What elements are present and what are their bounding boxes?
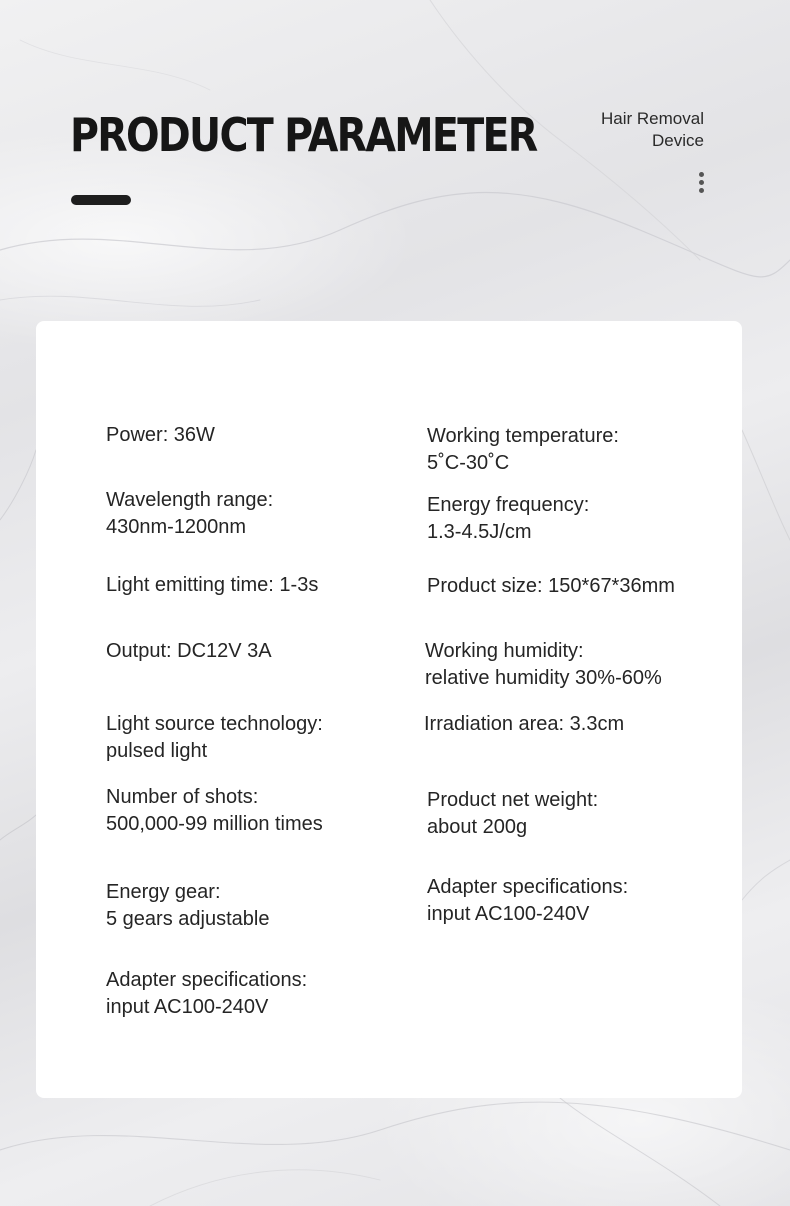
spec-line: Working temperature: xyxy=(427,425,619,447)
spec-line: Adapter specifications: xyxy=(106,969,308,991)
spec-line: Light emitting time: 1-3s xyxy=(106,574,319,596)
spec-line: pulsed light xyxy=(106,740,208,762)
spec-item-irradiation-area xyxy=(424,711,624,738)
spec-line: Number of shots: xyxy=(106,786,259,808)
spec-item-number-of-shots xyxy=(106,784,323,838)
spec-line: Product size: 150*67*36mm xyxy=(427,575,675,597)
spec-line: Irradiation area: 3.3cm xyxy=(424,713,625,735)
spec-line: Adapter specifications: xyxy=(427,876,629,898)
spec-line: Product net weight: xyxy=(427,789,599,811)
spec-line: relative humidity 30%-60% xyxy=(425,667,662,689)
product-subtitle xyxy=(504,108,704,152)
spec-line: input AC100-240V xyxy=(427,903,590,925)
spec-line: Output: DC12V 3A xyxy=(106,640,272,662)
spec-item-working-temperature xyxy=(427,423,619,477)
spec-item-working-humidity xyxy=(425,638,662,692)
spec-item-adapter-left xyxy=(106,967,307,1021)
spec-line: Light source technology: xyxy=(106,713,323,735)
page-title: PRODUCT PARAMETER xyxy=(70,108,537,162)
spec-item-output xyxy=(106,638,272,665)
spec-line: 5 gears adjustable xyxy=(106,908,270,930)
spec-card xyxy=(36,321,742,1098)
spec-item-adapter-right xyxy=(427,874,628,928)
spec-line: Working humidity: xyxy=(425,640,584,662)
title-underline-bar xyxy=(71,195,131,205)
spec-line: Energy frequency: xyxy=(427,494,590,516)
spec-line: Wavelength range: xyxy=(106,489,274,511)
spec-item-energy-frequency xyxy=(427,492,589,546)
spec-line: 500,000-99 million times xyxy=(106,813,323,835)
spec-item-product-size xyxy=(427,573,675,600)
spec-item-wavelength xyxy=(106,487,273,541)
spec-line: Power: 36W xyxy=(106,424,215,446)
spec-line: Energy gear: xyxy=(106,881,221,903)
vertical-dots-icon xyxy=(697,172,705,196)
spec-item-energy-gear xyxy=(106,879,269,933)
subtitle-line-2: Device xyxy=(652,131,704,150)
spec-line: input AC100-240V xyxy=(106,996,269,1018)
spec-line: about 200g xyxy=(427,816,528,838)
spec-line: 1.3-4.5J/cm xyxy=(427,521,532,543)
spec-item-power xyxy=(106,422,215,449)
spec-line: 430nm-1200nm xyxy=(106,516,247,538)
spec-item-light-source xyxy=(106,711,323,765)
subtitle-line-1: Hair Removal xyxy=(601,109,704,128)
spec-item-light-emitting-time xyxy=(106,572,318,599)
spec-item-net-weight xyxy=(427,787,598,841)
spec-line: 5˚C-30˚C xyxy=(427,452,510,474)
